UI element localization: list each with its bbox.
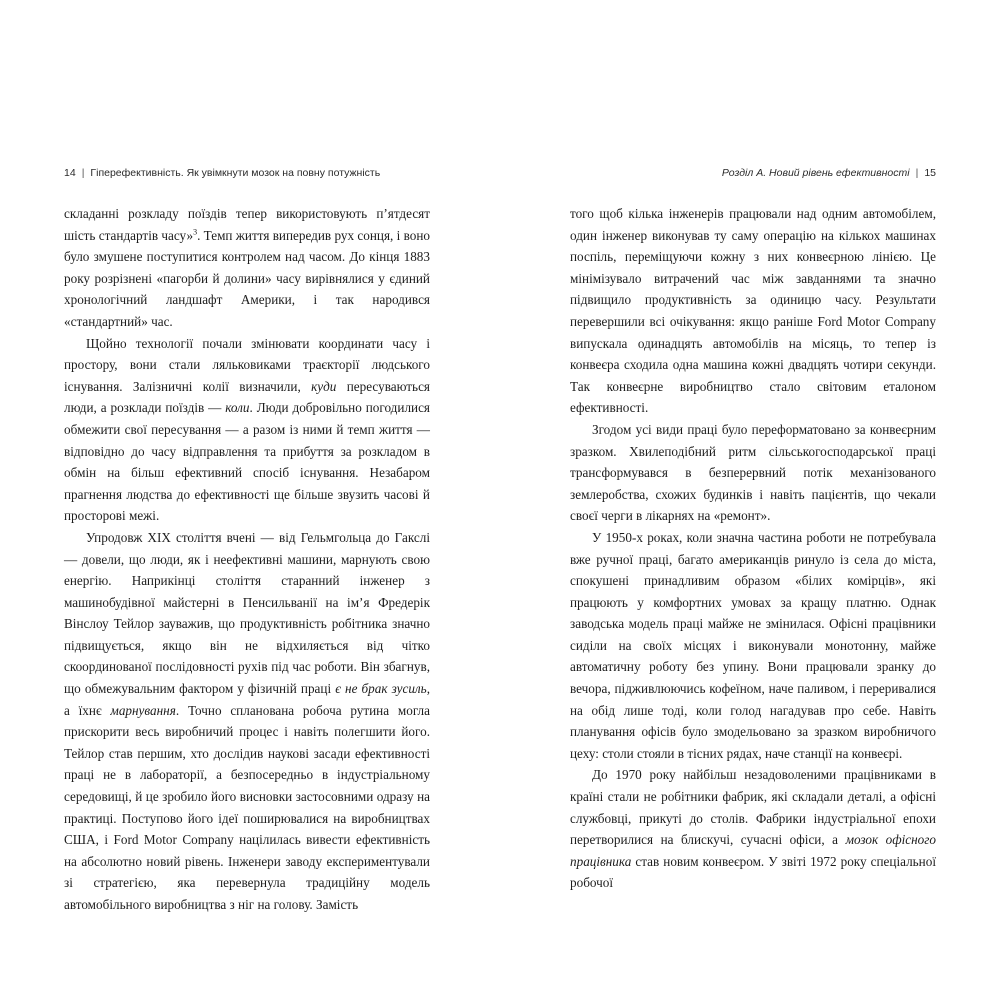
right-page-body — [570, 203, 936, 894]
text-run: . Темп життя випередив рух сонця, і воно було змушене поступитися контролем над часом. До кінця 1883 року розрізнені «пагорби й долини» часу вирівнялися у єдиний хронологічний ландшафт Америки, і так народився «стандартний» час. — [64, 227, 430, 329]
text-run: того щоб кілька інженерів працювали над одним автомобілем, один інженер виконував ту саму операцію на кількох машинах поспіль, переміщуючи кожну з них конвеєрною лінією. Це мінімізувало витрачений час між завданнями та значно підвищило продуктивність за одиницю часу. Результати перевершили всі очікування: якщо раніше Ford Motor Company випускала одинадцять автомобілів на місяць, то тепер із конвеєра сходила одна машина кожні двадцять чотири секунди. Так конвеєрне виробництво стало світовим еталоном ефективності. — [570, 206, 936, 416]
right-page-header — [722, 167, 936, 179]
body-paragraph — [64, 527, 430, 916]
text-run: , а їхнє — [64, 681, 430, 718]
text-run: складанні розкладу поїздів тепер використовують п’ятдесят шість стандартів часу» — [64, 206, 430, 243]
text-run: . Точно спланована робоча рутина могла прискорити весь виробничий процес і навіть полегшити його. Тейлор став першим, хто дослідив наукові засади ефективності праці не в лабораторії, а безпосередньо в індустріальному середовищі, й це зробило його висновки застосовними одразу на практиці. Поступово його ідеї поширювалися на виробництвах США, і Ford Motor Company націлилась вивести ефективність на абсолютно новий рівень. Інженери заводу експериментували зі стратегією, яка перевернула традиційну модель автомобільного виробництва з ніг на голову. Замість — [64, 702, 430, 912]
text-run: став новим конвеєром. У звіті 1972 року спеціальної робочої — [570, 853, 936, 891]
text-run: . Люди добровільно погодилися обмежити свої пересування — а разом із ними й темп життя — відповідно до часу відправлення та прибуття за розкладом в обмін на більш ефективний спосіб існування. Незабаром прагнення людства до ефективності ще більше звузить часові й просторові межі. — [64, 400, 430, 524]
footnote-marker: 3 — [193, 227, 198, 237]
body-paragraph — [570, 419, 936, 527]
emphasis-text: є не брак зусиль — [335, 681, 427, 697]
body-paragraph — [570, 764, 936, 894]
left-page-number: 14 — [64, 167, 76, 179]
right-page-number: 15 — [924, 167, 936, 179]
body-paragraph — [570, 203, 936, 419]
left-running-title: Гіперефективність. Як увімкнути мозок на повну потужність — [90, 167, 381, 179]
emphasis-text: мозок офісного працівника — [570, 832, 936, 869]
text-run: Щойно технології почали змінювати координати часу і простору, вони стали ляльковиками траєкторії людського існування. Залізничні колії визначили, — [64, 335, 430, 394]
text-run: У 1950-х роках, коли значна частина роботи не потребувала вже ручної праці, багато американців ринуло із села до міста, спокушені принадливим образом «білих комірців», які працюють у комфортних умовах за кращу платню. Однак заводська модель праці майже не змінилася. Офісні працівники сиділи на своїх місцях і виконували монотонну, майже автоматичну роботу без упину. Вони працювали зранку до вечора, підживлюючись кофеїном, наче паливом, і переривалися на обід лише тоді, коли голод нагадував про себе. Навіть планування офісів було змодельовано за зразком виробничого цеху: столи стояли в тісних рядах, наче станції на конвеєрі. — [570, 529, 936, 761]
text-run: пересуваються люди, а розклади поїздів — — [64, 378, 430, 416]
left-page-body — [64, 203, 430, 916]
emphasis-text: коли — [225, 400, 250, 416]
text-run: Упродовж XIX століття вчені — від Гельмгольца до Гакслі — довели, що люди, як і неефективні машини, марнують свою енергію. Наприкінці століття старанний інженер з машинобудівної майстерні в Пенсильванії на ім’я Фредерік Вінслоу Тейлор зауважив, що продуктивність робітника значно підвищується, якщо він не відхиляється від чітко скоординованої послідовності рухів під час роботи. Він збагнув, що обмежувальним фактором у фізичній праці — [64, 529, 430, 697]
body-paragraph — [570, 527, 936, 765]
right-running-title: Розділ А. Новий рівень ефективності — [721, 167, 910, 179]
header-separator: | — [81, 167, 85, 179]
body-paragraph — [64, 203, 430, 333]
body-paragraph — [64, 333, 430, 527]
left-page-header — [64, 167, 380, 179]
emphasis-text: куди — [311, 378, 337, 394]
text-run: До 1970 року найбільш незадоволеними працівниками в країні стали не робітники фабрик, які складали деталі, а офісні службовці, прикуті до столів. Фабрики індустріальної епохи перетворилися на блискучі, сучасні офіси, а — [570, 767, 936, 848]
text-run: Згодом усі види праці було переформатовано за конвеєрним зразком. Хвилеподібний ритм сільськогосподарської праці трансформувався в безперервний потік механізованого землеробства, схожих будинків і навіть пацієнтів, що чекали своєї черги в лікарнях на «ремонт». — [570, 421, 936, 524]
emphasis-text: марнування — [110, 702, 176, 718]
header-separator: | — [915, 167, 919, 179]
